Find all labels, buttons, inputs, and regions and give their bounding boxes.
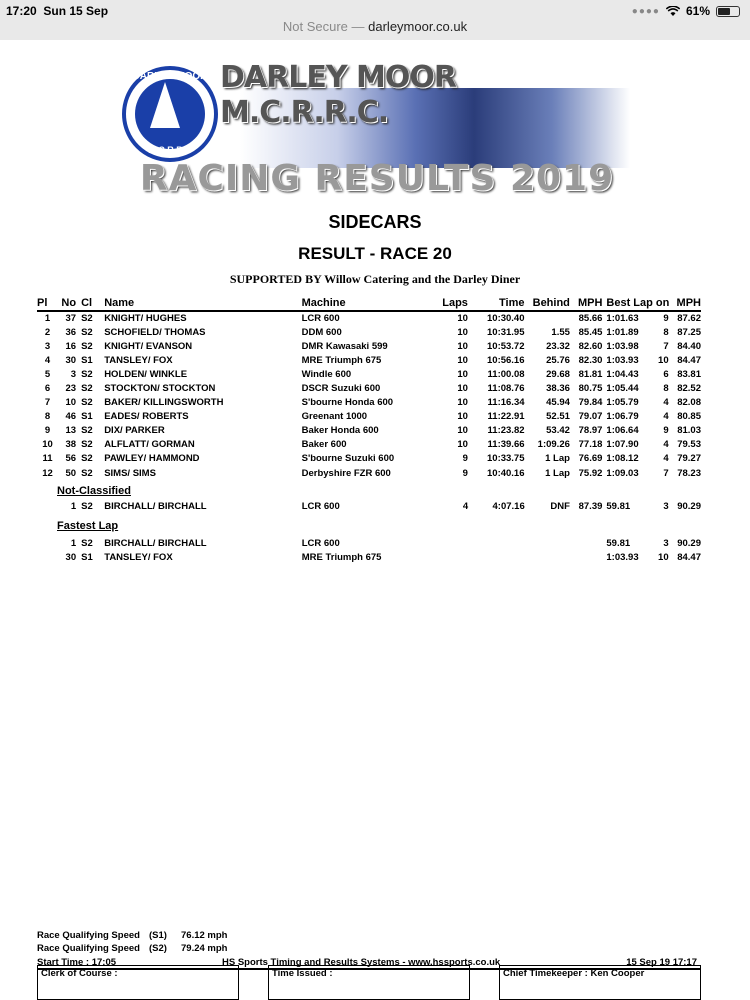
table-row <box>37 396 701 410</box>
cell-lap-on: 4 <box>663 397 669 409</box>
not-classified-body <box>37 499 701 513</box>
cell-behind: 45.94 <box>546 397 570 409</box>
header-laps: Laps <box>436 295 476 311</box>
qs1-label: Race Qualifying Speed <box>37 930 140 941</box>
cell-mph: 80.75 <box>578 383 603 395</box>
cell-best-mph: 90.29 <box>677 500 701 512</box>
cell-best-lap: 1:05.44 <box>606 383 639 395</box>
cell-laps: 10 <box>457 326 468 338</box>
logo-text-top: DARLEY MOOR <box>132 71 208 82</box>
cell-name: STOCKTON/ STOCKTON <box>104 383 216 395</box>
cell-number: 16 <box>65 340 77 352</box>
qualifying-speed-s2 <box>37 943 227 954</box>
cell-place: 3 <box>44 340 51 352</box>
table-row <box>37 325 701 339</box>
cell-time: 10:40.16 <box>487 467 525 479</box>
cell-mph: 85.66 <box>578 313 603 325</box>
cell-name: HOLDEN/ WINKLE <box>104 368 188 380</box>
header-behind: Behind <box>531 295 575 311</box>
qualifying-speed-s1 <box>37 930 227 941</box>
cell-best-mph: 83.81 <box>677 368 701 380</box>
header-time: Time <box>476 295 531 311</box>
cell-mph: 79.84 <box>578 397 603 409</box>
clerk-of-course-label: Clerk of Course : <box>41 968 118 979</box>
cell-lap-on: 4 <box>663 453 669 465</box>
cell-class: S2 <box>81 368 93 380</box>
cell-mph: 76.69 <box>578 453 603 465</box>
cell-name: ALFLATT/ GORMAN <box>104 439 195 451</box>
qs1-class: (S1) <box>149 930 167 941</box>
start-time: Start Time : 17:05 <box>37 957 117 968</box>
cell-laps: 10 <box>457 354 468 366</box>
cell-number: 13 <box>65 425 77 437</box>
cell-behind: 52.51 <box>546 411 570 423</box>
cell-best-lap: 59.81 <box>606 537 631 549</box>
cell-time: 10:56.16 <box>487 354 525 366</box>
cell-behind: 1 Lap <box>545 453 570 465</box>
cell-name: SIMS/ SIMS <box>104 467 156 479</box>
logo-text-bottom: M.C.R.R.C <box>148 145 192 155</box>
results-table <box>37 295 701 480</box>
cell-time: 10:33.75 <box>487 453 525 465</box>
race-class: SIDECARS <box>328 212 422 232</box>
status-date: Sun 15 Sep <box>43 4 109 18</box>
cell-behind: 29.68 <box>546 368 570 380</box>
printed-timestamp: 15 Sep 19 17:17 <box>626 957 697 968</box>
header-number: No <box>58 295 81 311</box>
cell-laps: 10 <box>457 439 468 451</box>
table-row <box>37 536 701 550</box>
table-row <box>37 367 701 381</box>
cell-place: 1 <box>44 313 51 325</box>
cell-place: 12 <box>42 467 53 479</box>
cell-best-lap: 1:09.03 <box>606 467 639 479</box>
cell-laps: 10 <box>457 368 468 380</box>
cell-best-mph: 90.29 <box>677 537 701 549</box>
cell-machine: Baker Honda 600 <box>301 425 379 437</box>
cell-place: 6 <box>44 383 51 395</box>
cell-lap-on: 10 <box>658 551 669 563</box>
cell-machine: Windle 600 <box>301 368 352 380</box>
cell-number: 3 <box>70 368 77 380</box>
cell-class: S2 <box>81 340 93 352</box>
security-label: Not Secure — <box>282 19 365 34</box>
cell-mph: 81.81 <box>578 368 603 380</box>
cell-place <box>37 499 58 513</box>
cell-name: DIX/ PARKER <box>104 425 165 437</box>
result-title: RESULT - RACE 20 <box>298 244 452 263</box>
cell-name: TANSLEY/ FOX <box>104 551 173 563</box>
cell-place: 8 <box>44 411 51 423</box>
cell-place: 4 <box>44 354 51 366</box>
table-row <box>37 410 701 424</box>
not-classified-label: Not-Classified <box>57 485 131 497</box>
cell-best-mph: 79.27 <box>677 453 701 465</box>
table-row <box>37 499 701 513</box>
cell-best-lap: 1:01.63 <box>606 313 639 325</box>
header-class: Cl <box>81 295 104 311</box>
cell-name: BIRCHALL/ BIRCHALL <box>104 537 207 549</box>
cell-machine: Baker 600 <box>301 439 347 451</box>
cell-number: 1 <box>70 537 77 549</box>
cell-time: 10:31.95 <box>487 326 525 338</box>
cell-laps: 4 <box>462 500 469 512</box>
cell-best-lap: 1:03.98 <box>606 340 639 352</box>
cell-behind <box>531 536 575 550</box>
time-issued-box <box>268 965 470 1000</box>
cell-name: PAWLEY/ HAMMOND <box>104 453 200 465</box>
cell-laps <box>436 550 476 564</box>
cell-time: 11:00.08 <box>487 368 525 380</box>
cell-time: 11:39.66 <box>487 439 525 451</box>
cell-class: S2 <box>81 326 93 338</box>
cell-name: BAKER/ KILLINGSWORTH <box>104 397 224 409</box>
cell-machine: S'bourne Honda 600 <box>301 397 394 409</box>
cell-best-lap: 1:06.79 <box>606 411 639 423</box>
cell-lap-on: 4 <box>663 411 669 423</box>
timing-provider: HS Sports Timing and Results Systems - www.hssports.co.uk <box>222 957 501 968</box>
cell-best-mph: 82.52 <box>677 383 701 395</box>
results-banner <box>120 60 630 205</box>
cell-behind: 1 Lap <box>545 467 570 479</box>
qs1-value: 76.12 mph <box>181 930 228 941</box>
cell-lap-on: 8 <box>663 383 669 395</box>
cell-lap-on: 4 <box>663 439 669 451</box>
cell-number: 36 <box>65 326 77 338</box>
cell-class: S2 <box>81 425 93 437</box>
cell-class: S2 <box>81 537 93 549</box>
cell-machine: LCR 600 <box>301 537 340 549</box>
cell-behind <box>531 311 575 325</box>
fastest-lap-label: Fastest Lap <box>57 520 119 532</box>
cell-laps: 10 <box>457 397 468 409</box>
cell-place: 10 <box>42 439 53 451</box>
cell-best-lap: 1:08.12 <box>606 453 639 465</box>
cell-lap-on: 7 <box>663 467 669 479</box>
cell-machine: DMR Kawasaki 599 <box>301 340 388 352</box>
table-row <box>37 550 701 564</box>
cell-mph: 82.30 <box>578 354 603 366</box>
battery-percent: 61% <box>685 4 710 18</box>
cell-behind <box>531 550 575 564</box>
cell-best-lap: 1:04.43 <box>606 368 639 380</box>
cell-class: S2 <box>81 467 93 479</box>
cell-time: 11:16.34 <box>487 397 525 409</box>
cell-machine: Greenant 1000 <box>301 411 368 423</box>
cell-behind: 53.42 <box>546 425 570 437</box>
header-name: Name <box>104 295 301 311</box>
cell-number: 30 <box>65 551 77 563</box>
fastest-lap-body <box>37 536 701 564</box>
cell-time: 10:53.72 <box>487 340 525 352</box>
cell-laps: 10 <box>457 383 468 395</box>
time-issued-label: Time Issued : <box>272 968 333 979</box>
cell-lap-on: 8 <box>663 326 669 338</box>
cell-number: 23 <box>65 383 77 395</box>
cell-number: 46 <box>65 411 77 423</box>
cell-place: 5 <box>44 368 51 380</box>
cell-mph: 87.39 <box>578 500 603 512</box>
cell-lap-on: 9 <box>663 313 669 325</box>
cell-name: KNIGHT/ HUGHES <box>104 313 187 325</box>
cell-behind: 38.36 <box>546 383 570 395</box>
signal-dots-icon: ●●●● <box>631 5 660 17</box>
chief-timekeeper-box <box>499 965 701 1000</box>
cell-place: 2 <box>44 326 51 338</box>
cell-number: 50 <box>65 467 77 479</box>
cell-class: S2 <box>81 453 93 465</box>
cell-lap-on: 7 <box>663 340 669 352</box>
cell-best-lap: 1:06.64 <box>606 425 639 437</box>
cell-number: 1 <box>70 500 77 512</box>
club-logo <box>122 66 218 162</box>
cell-place <box>37 550 58 564</box>
chief-timekeeper-label: Chief Timekeeper : Ken Cooper <box>503 968 645 979</box>
qs2-value: 79.24 mph <box>181 943 228 954</box>
table-row <box>37 452 701 466</box>
cell-best-mph: 79.53 <box>677 439 701 451</box>
results-page <box>0 40 750 1000</box>
sponsor-line: SUPPORTED BY Willow Catering and the Darley Diner <box>229 272 521 286</box>
cell-time <box>476 550 531 564</box>
not-classified-table <box>37 499 701 513</box>
cell-best-mph: 84.40 <box>677 340 701 352</box>
cell-behind: 1.55 <box>551 326 570 338</box>
cell-laps: 10 <box>457 313 468 325</box>
qs2-class: (S2) <box>149 943 167 954</box>
cell-best-mph: 84.47 <box>677 354 701 366</box>
cell-best-lap: 1:01.89 <box>606 326 639 338</box>
cell-behind: 23.32 <box>546 340 570 352</box>
cell-name: BIRCHALL/ BIRCHALL <box>104 500 207 512</box>
cell-mph <box>575 550 607 564</box>
cell-mph: 85.45 <box>578 326 603 338</box>
cell-behind: DNF <box>550 500 570 512</box>
cell-place <box>37 536 58 550</box>
cell-time: 11:08.76 <box>487 383 525 395</box>
cell-name: EADES/ ROBERTS <box>104 411 189 423</box>
cell-class: S2 <box>81 397 93 409</box>
cell-machine: LCR 600 <box>301 313 340 325</box>
cell-machine: LCR 600 <box>301 500 340 512</box>
cell-mph: 82.60 <box>578 340 603 352</box>
cell-best-lap: 1:03.93 <box>606 354 639 366</box>
cell-class: S2 <box>81 383 93 395</box>
cell-mph <box>575 536 607 550</box>
cell-time <box>476 536 531 550</box>
cell-place: 11 <box>42 453 53 465</box>
cell-class: S2 <box>81 313 93 325</box>
cell-behind: 25.76 <box>546 354 570 366</box>
cell-machine: DSCR Suzuki 600 <box>301 383 381 395</box>
cell-time: 11:22.91 <box>487 411 525 423</box>
cell-lap-on: 3 <box>663 537 669 549</box>
cell-machine: DDM 600 <box>301 326 342 338</box>
cell-number: 38 <box>65 439 77 451</box>
results-table-body <box>37 311 701 480</box>
address-bar[interactable] <box>0 14 750 40</box>
status-time: 17:20 <box>6 4 37 18</box>
cell-name: KNIGHT/ EVANSON <box>104 340 193 352</box>
banner-subtitle: RACING RESULTS 2019 <box>139 158 615 199</box>
cell-best-mph: 80.85 <box>677 411 701 423</box>
cell-class: S2 <box>81 439 93 451</box>
table-row <box>37 438 701 452</box>
cell-class: S1 <box>81 411 93 423</box>
cell-machine: S'bourne Suzuki 600 <box>301 453 395 465</box>
cell-best-mph: 87.25 <box>677 326 701 338</box>
club-title: DARLEY MOOR M.C.R.R.C. <box>220 60 456 130</box>
cell-lap-on: 3 <box>663 500 669 512</box>
table-row <box>37 339 701 353</box>
table-row <box>37 353 701 367</box>
header-best-lap-on: Best Lap on <box>606 295 673 311</box>
cell-laps: 10 <box>457 411 468 423</box>
header-mph: MPH <box>575 295 607 311</box>
cell-laps: 9 <box>462 453 468 465</box>
cell-number: 10 <box>65 397 77 409</box>
cell-laps: 10 <box>457 425 468 437</box>
cell-lap-on: 6 <box>663 368 669 380</box>
cell-class: S1 <box>81 551 93 563</box>
cell-mph: 78.97 <box>578 425 603 437</box>
cell-laps: 9 <box>462 467 468 479</box>
table-row <box>37 381 701 395</box>
cell-time: 4:07.16 <box>492 500 525 512</box>
cell-name: TANSLEY/ FOX <box>104 354 173 366</box>
table-row <box>37 424 701 438</box>
cell-machine: MRE Triumph 675 <box>301 354 382 366</box>
table-row <box>37 311 701 325</box>
qs2-label: Race Qualifying Speed <box>37 943 140 954</box>
cell-mph: 77.18 <box>578 439 603 451</box>
fastest-lap-table <box>37 536 701 564</box>
header-best-mph: MPH <box>674 295 701 311</box>
cell-class: S1 <box>81 354 93 366</box>
header-place: Pl <box>37 295 58 311</box>
table-row <box>37 466 701 480</box>
cell-mph: 79.07 <box>578 411 603 423</box>
cell-lap-on: 10 <box>658 354 669 366</box>
cell-best-mph: 81.03 <box>677 425 701 437</box>
cell-best-lap: 59.81 <box>606 500 631 512</box>
cell-place: 9 <box>44 425 51 437</box>
cell-name: SCHOFIELD/ THOMAS <box>104 326 206 338</box>
cell-mph: 75.92 <box>578 467 603 479</box>
table-header-row <box>37 295 701 311</box>
cell-behind: 1:09.26 <box>537 439 570 451</box>
cell-machine: Derbyshire FZR 600 <box>301 467 391 479</box>
cell-number: 30 <box>65 354 77 366</box>
cell-class: S2 <box>81 500 93 512</box>
url-domain[interactable]: darleymoor.co.uk <box>368 19 468 34</box>
cell-place: 7 <box>44 397 51 409</box>
cell-best-mph: 78.23 <box>677 467 701 479</box>
cell-time: 10:30.40 <box>487 313 525 325</box>
cell-lap-on: 9 <box>663 425 669 437</box>
cell-best-lap: 1:03.93 <box>606 551 639 563</box>
cell-best-lap: 1:07.90 <box>606 439 639 451</box>
cell-best-mph: 87.62 <box>677 313 701 325</box>
cell-laps <box>436 536 476 550</box>
cell-machine: MRE Triumph 675 <box>301 551 382 563</box>
cell-time: 11:23.82 <box>487 425 525 437</box>
cell-number: 37 <box>65 313 77 325</box>
clerk-of-course-box <box>37 965 239 1000</box>
cell-best-mph: 82.08 <box>677 397 701 409</box>
cell-laps: 10 <box>457 340 468 352</box>
cell-best-mph: 84.47 <box>677 551 701 563</box>
cell-best-lap: 1:05.79 <box>606 397 639 409</box>
cell-number: 56 <box>65 453 77 465</box>
header-machine: Machine <box>302 295 436 311</box>
